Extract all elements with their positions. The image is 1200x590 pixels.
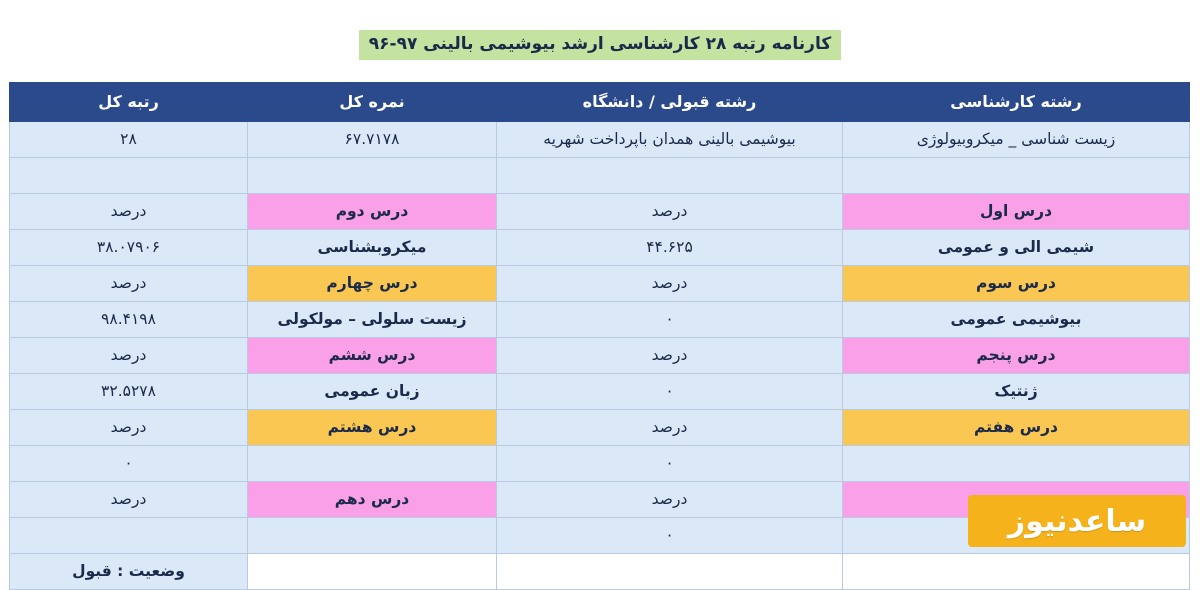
table-row: [10, 266, 1190, 302]
table-cell: درس دوم: [248, 194, 497, 230]
table-cell: [10, 518, 248, 554]
page-title-container: [0, 30, 1200, 60]
table-cell: ۰: [497, 374, 843, 410]
table-cell: [497, 158, 843, 194]
page-title: کارنامه رتبه ۲۸ کارشناسی ارشد بیوشیمی بالینی ۹۷-۹۶: [359, 30, 842, 60]
column-header-accepted: رشته قبولی / دانشگاه: [497, 83, 843, 122]
table-cell: درصد: [497, 410, 843, 446]
table-cell: ژنتیک: [843, 374, 1190, 410]
watermark-badge: [968, 495, 1186, 547]
table-cell: [248, 158, 497, 194]
summary-row: [10, 122, 1190, 158]
table-cell: درس پنجم: [843, 338, 1190, 374]
table-header-row: [10, 83, 1190, 122]
table-cell: درصد: [10, 338, 248, 374]
summary-total-score: ۶۷.۷۱۷۸: [248, 122, 497, 158]
table-header: [10, 83, 1190, 122]
table-cell: [843, 446, 1190, 482]
table-cell: درصد: [10, 194, 248, 230]
table-cell: درصد: [10, 410, 248, 446]
table-cell: [248, 554, 497, 590]
table-cell: [248, 446, 497, 482]
table-row: [10, 554, 1190, 590]
table-cell: درصد: [497, 482, 843, 518]
table-cell: ۴۴.۶۲۵: [497, 230, 843, 266]
column-header-total-rank: رتبه کل: [10, 83, 248, 122]
table-cell: درصد: [497, 194, 843, 230]
table-cell: وضعیت : قبول: [10, 554, 248, 590]
table-cell: درصد: [497, 338, 843, 374]
table-row: [10, 374, 1190, 410]
table-row: [10, 410, 1190, 446]
table-row: [10, 302, 1190, 338]
table-cell: درصد: [497, 266, 843, 302]
table-cell: درصد: [10, 266, 248, 302]
table-cell: درس دهم: [248, 482, 497, 518]
table-cell: زیست سلولی – مولکولی: [248, 302, 497, 338]
table-cell: ۳۲.۵۲۷۸: [10, 374, 248, 410]
table-cell: درس اول: [843, 194, 1190, 230]
table-cell: شیمی الی و عمومی: [843, 230, 1190, 266]
summary-accepted: بیوشیمی بالینی همدان باپرداخت شهریه: [497, 122, 843, 158]
table-cell: زبان عمومی: [248, 374, 497, 410]
table-cell: ۳۸.۰۷۹۰۶: [10, 230, 248, 266]
table-cell: [843, 554, 1190, 590]
table-row: [10, 194, 1190, 230]
table-cell: [248, 518, 497, 554]
table-cell: درس چهارم: [248, 266, 497, 302]
table-cell: درس ششم: [248, 338, 497, 374]
watermark-text: ساعدنیوز: [1007, 503, 1147, 539]
column-header-field: رشته کارشناسی: [843, 83, 1190, 122]
table-row: [10, 158, 1190, 194]
table-body: [10, 122, 1190, 158]
table-cell: میکروبشناسی: [248, 230, 497, 266]
summary-field: زیست شناسی _ میکروبیولوژی: [843, 122, 1190, 158]
table-row: [10, 446, 1190, 482]
table-cell: ۹۸.۴۱۹۸: [10, 302, 248, 338]
table-row: [10, 230, 1190, 266]
table-cell: ۰: [497, 446, 843, 482]
table-cell: ۰: [10, 446, 248, 482]
summary-total-rank: ۲۸: [10, 122, 248, 158]
table-cell: [10, 158, 248, 194]
table-cell: [497, 554, 843, 590]
column-header-total-score: نمره کل: [248, 83, 497, 122]
table-cell: ۰: [497, 518, 843, 554]
table-row: [10, 338, 1190, 374]
table-cell: ۰: [497, 302, 843, 338]
table-cell: [843, 158, 1190, 194]
table-cell: بیوشیمی عمومی: [843, 302, 1190, 338]
table-cell: درس سوم: [843, 266, 1190, 302]
table-cell: درصد: [10, 482, 248, 518]
table-cell: درس هفتم: [843, 410, 1190, 446]
table-cell: درس هشتم: [248, 410, 497, 446]
